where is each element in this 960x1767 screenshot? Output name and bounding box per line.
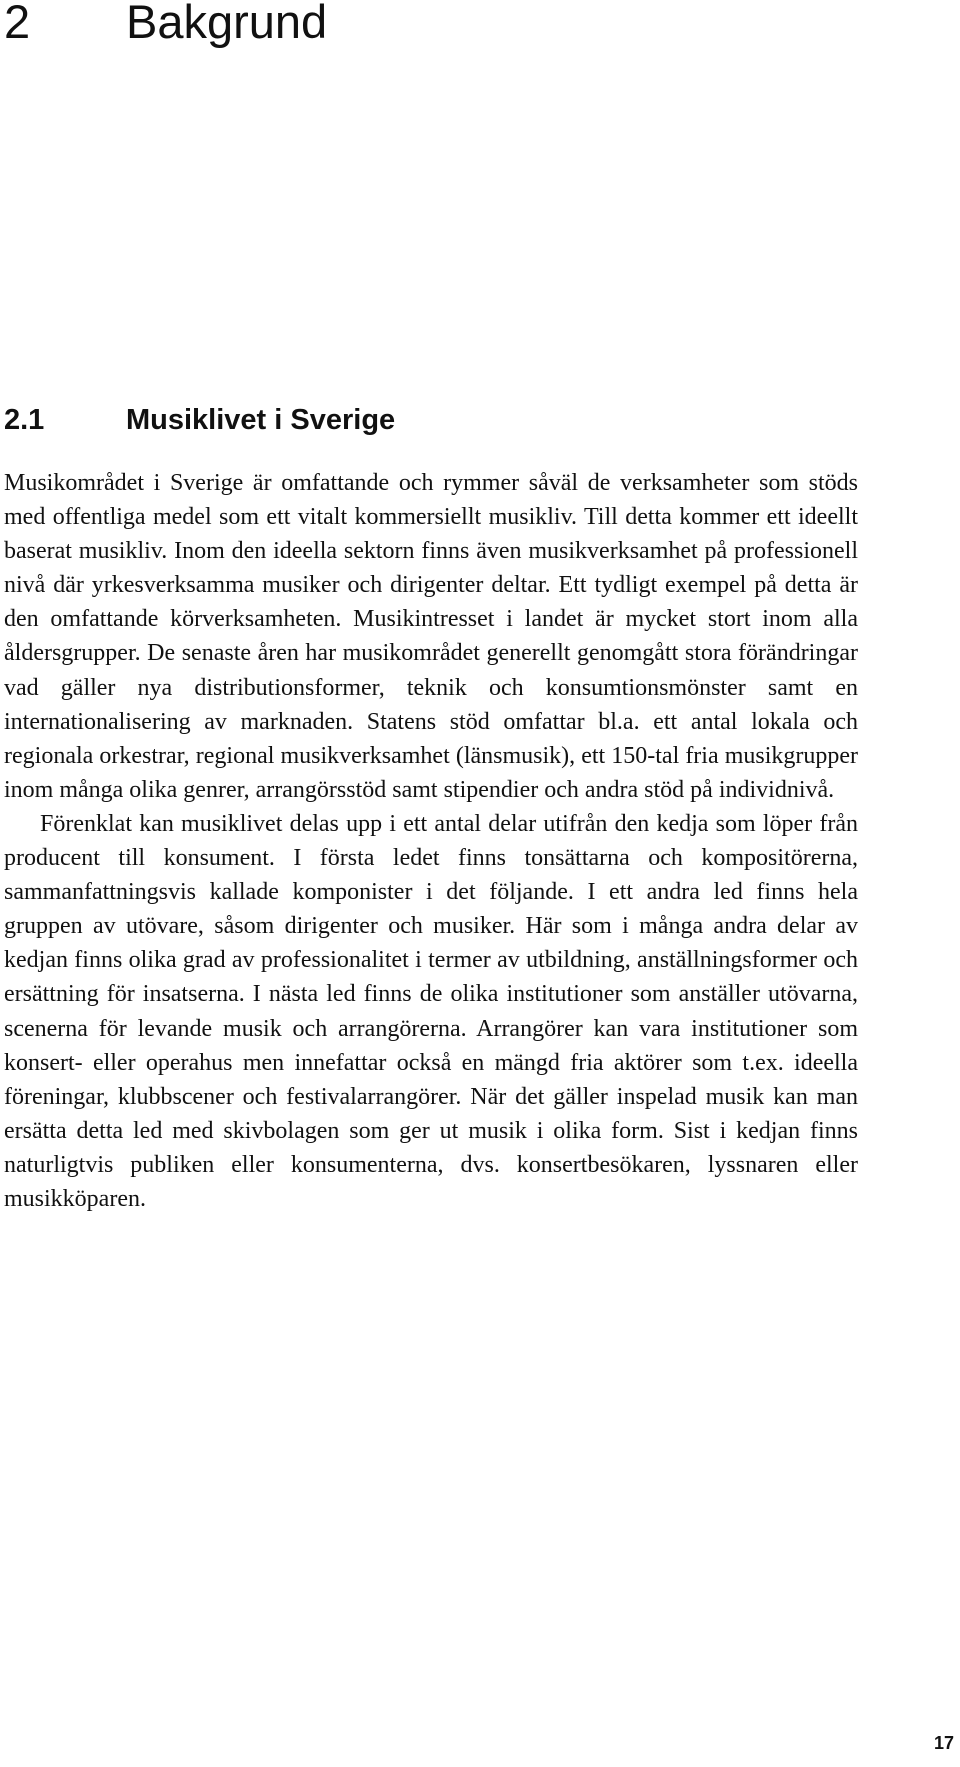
section-title: Musiklivet i Sverige: [126, 404, 396, 436]
chapter-heading: [4, 0, 327, 50]
section-heading: [4, 402, 395, 438]
body-text: [4, 466, 858, 1216]
chapter-title: Bakgrund: [126, 0, 328, 48]
chapter-number: 2: [4, 0, 31, 48]
section-number: 2.1: [4, 404, 45, 436]
paragraph-1: Musikområdet i Sverige är omfattande och rymmer såväl de verksamheter som stöds med offentliga medel som ett vitalt kommersiellt musikliv. Till detta kommer ett ideellt baserat musikliv. Inom den ideella sektorn finns även musikverksamhet på professionell nivå där yrkesverksamma musiker och dirigenter deltar. Ett tydligt exempel på detta är den omfattande körverksamheten. Musikintresset i landet är mycket stort inom alla åldersgrupper. De senaste åren har musikområdet generellt genomgått stora förändringar vad gäller nya distributionsformer, teknik och konsumtionsmönster samt en internationalisering av marknaden. Statens stöd omfattar bl.a. ett antal lokala och regionala orkestrar, regional musikverksamhet (länsmusik), ett 150-tal fria musikgrupper inom många olika genrer, arrangörsstöd samt stipendier och andra stöd på individnivå.: [4, 470, 858, 803]
page-number: 17: [933, 1733, 954, 1753]
paragraph-2: Förenklat kan musiklivet delas upp i ett antal delar utifrån den kedja som löper från producent till konsument. I första ledet finns tonsättarna och kompositörerna, sammanfattningsvis kallade komponister i det följande. I ett andra led finns hela gruppen av utövare, såsom dirigenter och musiker. Här som i många andra delar av kedjan finns olika grad av professionalitet i termer av utbildning, anställningsformer och ersättning för insatserna. I nästa led finns de olika institutioner som anställer utövarna, scenerna för levande musik och arrangörerna. Arrangörer kan vara institutioner som konsert- eller operahus men innefattar också en mängd fria aktörer som t.ex. ideella föreningar, klubbscener och festivalarrangörer. När det gäller inspelad musik kan man ersätta detta led med skivbolagen som ger ut musik i olika form. Sist i kedjan finns naturligtvis publiken eller konsumenterna, dvs. konsertbesökaren, lyssnaren eller musikköparen.: [4, 810, 858, 1212]
